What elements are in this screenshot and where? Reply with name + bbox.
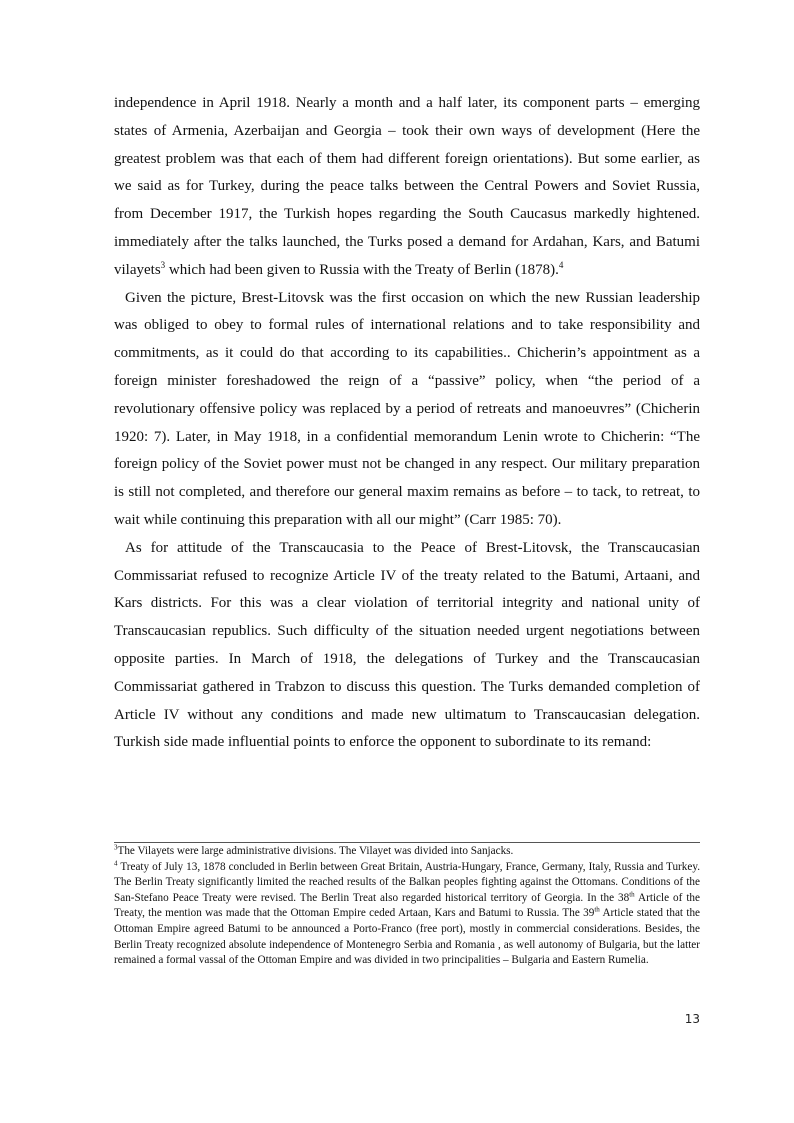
footnote-4 <box>114 860 700 969</box>
footnote-3 <box>114 844 700 860</box>
footnote-divider <box>114 842 700 843</box>
paragraph-2: Given the picture, Brest-Litovsk was the first occasion on which the new Russian leadership was obliged to obey to formal rules of international relations and to take responsibility and commitments, as it could do that according to its capabilities.. Chicherin’s appointment as a foreign minister foreshadowed the reign of a “passive” policy, when “the period of a revolutionary offensive policy was replaced by a period of retreats and manoeuvres” (Chicherin 1920: 7). Later, in May 1918, in a confidential memorandum Lenin wrote to Chicherin: “The foreign policy of the Soviet power must not be changed in any respect. Our military preparation is still not completed, and therefore our general maxim remains as before – to tack, to retreat, to wait while continuing this preparation with all our might” (Carr 1985: 70). <box>114 289 700 528</box>
page-number: 13 <box>684 1012 700 1026</box>
footnote-ref-3[interactable]: 3 <box>160 259 166 270</box>
paragraph-1 <box>114 90 700 285</box>
paragraph-1-text-b: which had been given to Russia with the Treaty of Berlin (1878). <box>165 261 559 278</box>
footnote-3-text: The Vilayets were large administrative divisions. The Vilayet was divided into Sanjacks. <box>117 845 514 857</box>
footnote-4-text-b: Article of the Treaty, the mention was made that the Ottoman Empire ceded Artaan, Kars and Batumi to Russia. The 39 <box>114 891 700 920</box>
footnote-4-ordinal-a: th <box>629 890 635 899</box>
footnote-4-ordinal-b: th <box>594 905 600 914</box>
paragraph-1-text-a: independence in April 1918. Nearly a month and a half later, its component parts – emerging states of Armenia, Azerbaijan and Georgia – took their own ways of development (Here the greatest problem was that each of them had different foreign orientations). But some earlier, as we said as for Turkey, during the peace talks between the Central Powers and Soviet Russia, from December 1917, the Turkish hopes regarding the South Caucasus markedly hightened. immediately after the talks launched, the Turks posed a demand for Ardahan, Kars, and Batumi vilayets <box>114 95 700 278</box>
footnote-ref-4[interactable]: 4 <box>558 259 564 270</box>
footnote-4-text-a: Treaty of July 13, 1878 concluded in Berlin between Great Britain, Austria-Hungary, France, Germany, Italy, Russia and Turkey. The Berlin Treaty significantly limited the reached results of the Balkan peoples fighting against the Ottomans. Conditions of the San-Stefano Peace Treaty were revised. The Berlin Treat also regarded historical territory of Georgia. In the 38 <box>114 860 700 904</box>
body-text <box>114 90 700 757</box>
footnote-3-mark: 3 <box>114 843 118 852</box>
footnote-4-text-c: Article stated that the Ottoman Empire agreed Batumi to be announced a Porto-Franco (free port), mostly in commercial considerations. Besides, the Berlin Treaty recognized absolute independence of Montenegro Serbia and Romania , as well autonomy of Bulgaria, but the latter remained a formal vassal of the Ottoman Empire and was divided in two principalities – Bulgaria and Eastern Rumelia. <box>114 907 700 967</box>
footnote-4-mark: 4 <box>114 858 118 867</box>
paragraph-3: As for attitude of the Transcaucasia to the Peace of Brest-Litovsk, the Transcaucasian Commissariat refused to recognize Article IV of the treaty related to the Batumi, Artaani, and Kars districts. For this was a clear violation of territorial integrity and national unity of Transcaucasian republics. Such difficulty of the situation needed urgent negotiations between opposite parties. In March of 1918, the delegations of Turkey and the Transcaucasian Commissariat gathered in Trabzon to discuss this question. The Turks demanded completion of Article IV without any conditions and made new ultimatum to Transcaucasian delegation. Turkish side made influential points to enforce the opponent to subordinate to its remand: <box>114 539 700 751</box>
footnotes <box>114 844 700 969</box>
